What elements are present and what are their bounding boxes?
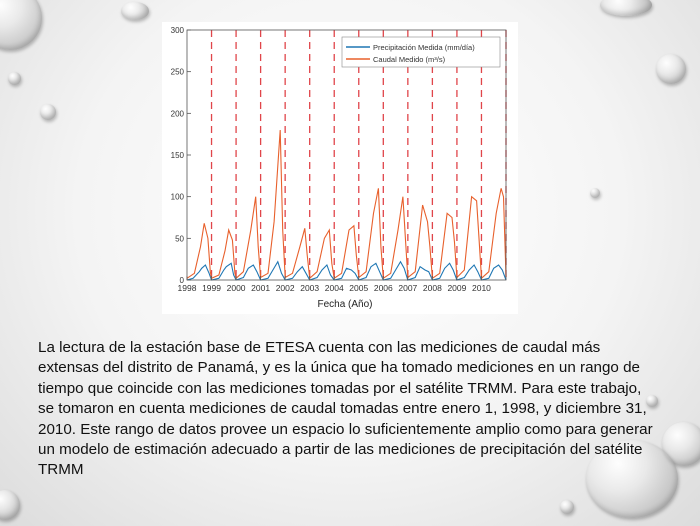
x-tick-label-8: 2006	[373, 283, 393, 293]
legend-label-precipitation: Precipitación Medida (mm/día)	[373, 43, 475, 52]
x-tick-label-2: 2000	[226, 283, 246, 293]
legend-label-flow: Caudal Medido (m³/s)	[373, 55, 446, 64]
y-tick-label-5: 250	[170, 67, 184, 77]
x-tick-label-5: 2003	[300, 283, 320, 293]
precipitation-flow-chart	[162, 22, 518, 314]
y-tick-label-4: 200	[170, 109, 184, 119]
x-tick-label-10: 2008	[422, 283, 442, 293]
x-tick-label-1: 1999	[202, 283, 221, 293]
y-tick-label-1: 50	[175, 234, 184, 244]
x-tick-label-7: 2005	[349, 283, 369, 293]
x-tick-label-0: 1998	[177, 283, 197, 293]
y-tick-label-0: 0	[179, 276, 184, 285]
x-tick-label-12: 2010	[472, 283, 491, 293]
x-tick-label-9: 2007	[398, 283, 418, 293]
x-tick-label-6: 2004	[324, 283, 344, 293]
slide-body-text: La lectura de la estación base de ETESA cuenta con las mediciones de caudal más extensas del distrito de Panamá, y es la única que ha tomado mediciones en un rango de tiempo que coincide con las mediciones tomadas por el satélite TRMM. Para este trabajo, se tomaron en cuenta mediciones de caudal tomadas entre enero 1, 1998, y diciembre 31, 2010. Este rango de datos provee un espacio lo suficientemente amplio como para generar un modelo de estimación adecuado a partir de las mediciones de precipitación del satélite TRMM	[38, 339, 653, 479]
x-tick-label-4: 2002	[275, 283, 295, 293]
series-line-1	[187, 130, 506, 278]
x-tick-label-11: 2009	[447, 283, 467, 293]
x-axis-label: Fecha (Año)	[317, 299, 373, 310]
chart-panel	[162, 22, 518, 314]
y-tick-label-3: 150	[170, 151, 184, 160]
y-tick-label-2: 100	[170, 192, 184, 202]
y-tick-label-6: 300	[170, 26, 184, 35]
x-tick-label-3: 2001	[251, 283, 271, 293]
